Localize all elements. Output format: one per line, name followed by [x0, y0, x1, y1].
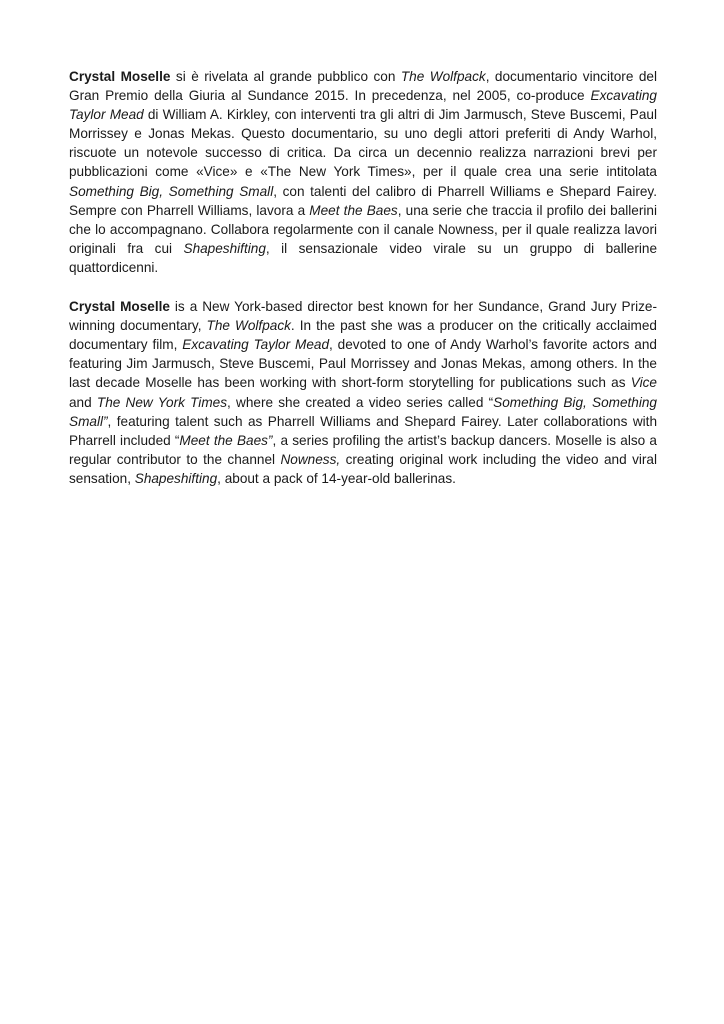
body-text: creating original work including the video and viral sensation,: [69, 451, 658, 486]
body-text: , featuring talent such as Pharrell Williams and Shepard Fairey. Later collaborations with Pharrell included “: [69, 413, 657, 448]
italic-title: Something Big, Something Small: [69, 183, 274, 199]
italic-title: Shapeshifting: [183, 240, 266, 256]
body-text: . In the past she was a producer on the critically acclaimed documentary film,: [69, 318, 657, 353]
italic-title: Something Big, Something Small”: [69, 394, 657, 429]
director-name: Crystal Moselle: [69, 299, 170, 315]
body-text: di William A. Kirkley, con interventi tra gli altri di Jim Jarmusch, Steve Buscemi, Paul Morrissey e Jonas Mekas. Questo documentario, su uno degli attori preferiti di Andy Warhol, riscuote un notevole successo di critica. Da circa un decennio realizza narrazioni brevi per pubblicazioni come «Vice» e «The New York Times», per il quale crea una serie intitolata: [69, 107, 657, 180]
body-text: is a New York-based director best known for her Sundance, Grand Jury Prize-winning documentary,: [69, 299, 657, 334]
body-text: , con talenti del calibro di Pharrell Williams e Shepard Fairey. Sempre con Pharrell Williams, lavora a: [69, 183, 657, 218]
body-text: , il sensazionale video virale su un gruppo di ballerine quattordicenni.: [69, 240, 658, 275]
body-text: , una serie che traccia il profilo dei ballerini che lo accompagnano. Collabora regolarmente con il canale Nowness, per il quale realizza lavori originali fra cui: [69, 202, 657, 256]
italic-title: The New York Times: [96, 394, 228, 410]
document-page: [69, 67, 657, 508]
director-name: Crystal Moselle: [69, 69, 171, 84]
body-text: si è rivelata al grande pubblico con: [170, 69, 401, 84]
body-text: , about a pack of 14-year-old ballerinas.: [217, 470, 456, 486]
italic-title: Meet the Baes: [309, 202, 398, 218]
body-text: , where she created a video series called “: [227, 394, 494, 410]
italic-title: Shapeshifting: [134, 470, 218, 486]
bio-paragraph-italian: [69, 67, 657, 277]
italic-title: Meet the Baes”: [179, 432, 273, 448]
body-text: , documentario vincitore del Gran Premio della Giuria al Sundance 2015. In precedenza, nel 2005, co-produce: [69, 69, 658, 104]
italic-title: Vice: [630, 375, 657, 391]
italic-title: Excavating Taylor Mead: [182, 337, 330, 353]
italic-title: Excavating Taylor Mead: [69, 88, 657, 123]
italic-title: The Wolfpack: [206, 318, 291, 334]
body-text: , devoted to one of Andy Warhol’s favorite actors and featuring Jim Jarmusch, Steve Buscemi, Paul Morrissey and Jonas Mekas, among others. In the last decade Moselle has been working with short-form storytelling for publications such as: [69, 337, 657, 391]
bio-paragraph-english: [69, 297, 657, 488]
italic-title: The Wolfpack: [400, 69, 486, 84]
italic-title: Nowness,: [280, 451, 341, 467]
body-text: and: [69, 394, 97, 410]
body-text: , a series profiling the artist’s backup dancers. Moselle is also a regular contributor to the channel: [69, 432, 657, 467]
